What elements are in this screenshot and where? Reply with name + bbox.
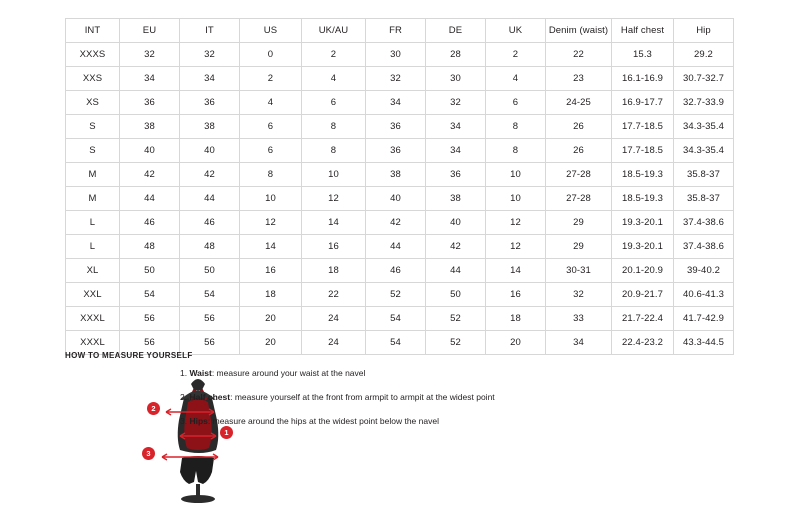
- cell-hip: 41.7-42.9: [674, 307, 734, 331]
- cell-uk-au: 24: [302, 307, 366, 331]
- step-term: Half chest: [189, 392, 231, 402]
- cell-denim-waist: 29: [546, 211, 612, 235]
- cell-denim-waist: 27-28: [546, 187, 612, 211]
- cell-us: 12: [240, 211, 302, 235]
- cell-uk-au: 16: [302, 235, 366, 259]
- cell-de: 34: [426, 115, 486, 139]
- step-number: 2.: [180, 392, 188, 402]
- table-row: [66, 91, 734, 115]
- how-to-measure-section: [65, 366, 735, 506]
- cell-hip: 30.7-32.7: [674, 67, 734, 91]
- cell-uk: 18: [486, 307, 546, 331]
- cell-de: 44: [426, 259, 486, 283]
- badge-waist: 1: [220, 426, 233, 439]
- cell-it: 56: [180, 307, 240, 331]
- cell-half-chest: 17.7-18.5: [612, 139, 674, 163]
- cell-it: 50: [180, 259, 240, 283]
- cell-uk-au: 6: [302, 91, 366, 115]
- cell-fr: 40: [366, 187, 426, 211]
- cell-uk: 10: [486, 187, 546, 211]
- cell-half-chest: 17.7-18.5: [612, 115, 674, 139]
- cell-de: 38: [426, 187, 486, 211]
- cell-us: 18: [240, 283, 302, 307]
- cell-denim-waist: 34: [546, 331, 612, 355]
- cell-eu: 54: [120, 283, 180, 307]
- table-row: [66, 115, 734, 139]
- cell-de: 40: [426, 211, 486, 235]
- cell-half-chest: 18.5-19.3: [612, 163, 674, 187]
- column-header-int: INT: [66, 19, 120, 43]
- cell-eu: 36: [120, 91, 180, 115]
- badge-half-chest: 2: [147, 402, 160, 415]
- cell-it: 44: [180, 187, 240, 211]
- table-row: [66, 259, 734, 283]
- cell-hip: 37.4-38.6: [674, 235, 734, 259]
- cell-fr: 54: [366, 307, 426, 331]
- cell-it: 36: [180, 91, 240, 115]
- cell-uk-au: 24: [302, 331, 366, 355]
- cell-fr: 46: [366, 259, 426, 283]
- cell-fr: 54: [366, 331, 426, 355]
- cell-hip: 32.7-33.9: [674, 91, 734, 115]
- cell-hip: 39-40.2: [674, 259, 734, 283]
- table-row: [66, 139, 734, 163]
- cell-eu: 40: [120, 139, 180, 163]
- cell-denim-waist: 29: [546, 235, 612, 259]
- measure-step-waist: [180, 368, 700, 379]
- cell-int: XXL: [66, 283, 120, 307]
- cell-eu: 44: [120, 187, 180, 211]
- cell-uk: 16: [486, 283, 546, 307]
- cell-us: 16: [240, 259, 302, 283]
- cell-it: 56: [180, 331, 240, 355]
- cell-fr: 34: [366, 91, 426, 115]
- cell-int: L: [66, 235, 120, 259]
- table-row: [66, 43, 734, 67]
- cell-de: 34: [426, 139, 486, 163]
- cell-eu: 46: [120, 211, 180, 235]
- measure-step-half-chest: [180, 392, 700, 403]
- cell-int: M: [66, 163, 120, 187]
- cell-hip: 29.2: [674, 43, 734, 67]
- cell-uk: 12: [486, 235, 546, 259]
- step-text: : measure around the hips at the widest point below the navel: [207, 416, 439, 426]
- cell-eu: 56: [120, 331, 180, 355]
- cell-int: S: [66, 115, 120, 139]
- cell-int: M: [66, 187, 120, 211]
- cell-denim-waist: 23: [546, 67, 612, 91]
- cell-uk-au: 10: [302, 163, 366, 187]
- cell-it: 34: [180, 67, 240, 91]
- step-number: 3.: [180, 416, 188, 426]
- cell-half-chest: 16.1-16.9: [612, 67, 674, 91]
- cell-half-chest: 22.4-23.2: [612, 331, 674, 355]
- table-header-row: [66, 19, 734, 43]
- column-header-half-chest: Half chest: [612, 19, 674, 43]
- table-row: [66, 235, 734, 259]
- cell-uk-au: 2: [302, 43, 366, 67]
- cell-denim-waist: 33: [546, 307, 612, 331]
- cell-int: L: [66, 211, 120, 235]
- cell-de: 30: [426, 67, 486, 91]
- cell-uk: 6: [486, 91, 546, 115]
- cell-int: XXXL: [66, 331, 120, 355]
- column-header-hip: Hip: [674, 19, 734, 43]
- cell-it: 54: [180, 283, 240, 307]
- cell-uk: 8: [486, 115, 546, 139]
- cell-half-chest: 16.9-17.7: [612, 91, 674, 115]
- cell-fr: 42: [366, 211, 426, 235]
- cell-us: 6: [240, 115, 302, 139]
- step-term: Waist: [189, 368, 212, 378]
- table-row: [66, 67, 734, 91]
- cell-denim-waist: 27-28: [546, 163, 612, 187]
- size-chart-table: [65, 18, 734, 355]
- cell-uk-au: 14: [302, 211, 366, 235]
- cell-it: 46: [180, 211, 240, 235]
- cell-us: 2: [240, 67, 302, 91]
- table-row: [66, 187, 734, 211]
- cell-half-chest: 18.5-19.3: [612, 187, 674, 211]
- size-chart-container: [65, 18, 733, 355]
- column-header-fr: FR: [366, 19, 426, 43]
- cell-denim-waist: 26: [546, 115, 612, 139]
- cell-us: 4: [240, 91, 302, 115]
- table-row: [66, 163, 734, 187]
- cell-fr: 52: [366, 283, 426, 307]
- table-row: [66, 307, 734, 331]
- step-number: 1.: [180, 368, 188, 378]
- cell-hip: 43.3-44.5: [674, 331, 734, 355]
- cell-it: 38: [180, 115, 240, 139]
- cell-denim-waist: 22: [546, 43, 612, 67]
- cell-uk-au: 4: [302, 67, 366, 91]
- cell-fr: 36: [366, 115, 426, 139]
- cell-int: XXXL: [66, 307, 120, 331]
- cell-half-chest: 19.3-20.1: [612, 211, 674, 235]
- cell-uk: 8: [486, 139, 546, 163]
- cell-half-chest: 20.9-21.7: [612, 283, 674, 307]
- cell-fr: 30: [366, 43, 426, 67]
- cell-us: 0: [240, 43, 302, 67]
- cell-uk: 10: [486, 163, 546, 187]
- cell-int: XS: [66, 91, 120, 115]
- cell-de: 50: [426, 283, 486, 307]
- cell-de: 42: [426, 235, 486, 259]
- cell-us: 20: [240, 331, 302, 355]
- cell-int: XXXS: [66, 43, 120, 67]
- cell-uk: 20: [486, 331, 546, 355]
- cell-eu: 34: [120, 67, 180, 91]
- step-text: : measure around your waist at the navel: [211, 368, 366, 378]
- cell-int: XL: [66, 259, 120, 283]
- column-header-us: US: [240, 19, 302, 43]
- cell-denim-waist: 30-31: [546, 259, 612, 283]
- cell-denim-waist: 32: [546, 283, 612, 307]
- cell-it: 32: [180, 43, 240, 67]
- cell-it: 48: [180, 235, 240, 259]
- cell-int: XXS: [66, 67, 120, 91]
- cell-us: 6: [240, 139, 302, 163]
- cell-half-chest: 20.1-20.9: [612, 259, 674, 283]
- cell-uk: 4: [486, 67, 546, 91]
- cell-uk-au: 8: [302, 139, 366, 163]
- column-header-de: DE: [426, 19, 486, 43]
- cell-uk-au: 12: [302, 187, 366, 211]
- cell-eu: 32: [120, 43, 180, 67]
- step-term: Hips: [189, 416, 208, 426]
- cell-it: 42: [180, 163, 240, 187]
- cell-eu: 50: [120, 259, 180, 283]
- measure-steps-list: [180, 368, 700, 440]
- column-header-eu: EU: [120, 19, 180, 43]
- cell-eu: 42: [120, 163, 180, 187]
- step-text: : measure yourself at the front from armpit to armpit at the widest point: [230, 392, 495, 402]
- cell-us: 10: [240, 187, 302, 211]
- cell-hip: 37.4-38.6: [674, 211, 734, 235]
- table-row: [66, 211, 734, 235]
- cell-eu: 48: [120, 235, 180, 259]
- how-to-measure-title: HOW TO MEASURE YOURSELF: [65, 351, 193, 360]
- cell-half-chest: 21.7-22.4: [612, 307, 674, 331]
- cell-denim-waist: 26: [546, 139, 612, 163]
- cell-fr: 38: [366, 163, 426, 187]
- cell-de: 28: [426, 43, 486, 67]
- cell-it: 40: [180, 139, 240, 163]
- cell-hip: 34.3-35.4: [674, 115, 734, 139]
- cell-hip: 34.3-35.4: [674, 139, 734, 163]
- cell-de: 32: [426, 91, 486, 115]
- cell-uk: 12: [486, 211, 546, 235]
- column-header-it: IT: [180, 19, 240, 43]
- cell-hip: 35.8-37: [674, 187, 734, 211]
- cell-half-chest: 15.3: [612, 43, 674, 67]
- cell-fr: 32: [366, 67, 426, 91]
- table-row: [66, 283, 734, 307]
- cell-us: 14: [240, 235, 302, 259]
- cell-de: 52: [426, 331, 486, 355]
- cell-eu: 38: [120, 115, 180, 139]
- cell-uk-au: 8: [302, 115, 366, 139]
- cell-us: 8: [240, 163, 302, 187]
- column-header-denim-waist: Denim (waist): [546, 19, 612, 43]
- cell-int: S: [66, 139, 120, 163]
- cell-uk: 2: [486, 43, 546, 67]
- column-header-uk: UK: [486, 19, 546, 43]
- cell-half-chest: 19.3-20.1: [612, 235, 674, 259]
- cell-hip: 35.8-37: [674, 163, 734, 187]
- cell-uk-au: 22: [302, 283, 366, 307]
- badge-hips: 3: [142, 447, 155, 460]
- column-header-uk-au: UK/AU: [302, 19, 366, 43]
- cell-uk-au: 18: [302, 259, 366, 283]
- cell-fr: 44: [366, 235, 426, 259]
- cell-us: 20: [240, 307, 302, 331]
- cell-uk: 14: [486, 259, 546, 283]
- cell-fr: 36: [366, 139, 426, 163]
- cell-de: 36: [426, 163, 486, 187]
- cell-denim-waist: 24-25: [546, 91, 612, 115]
- measure-step-hips: [180, 416, 700, 427]
- cell-de: 52: [426, 307, 486, 331]
- cell-eu: 56: [120, 307, 180, 331]
- cell-hip: 40.6-41.3: [674, 283, 734, 307]
